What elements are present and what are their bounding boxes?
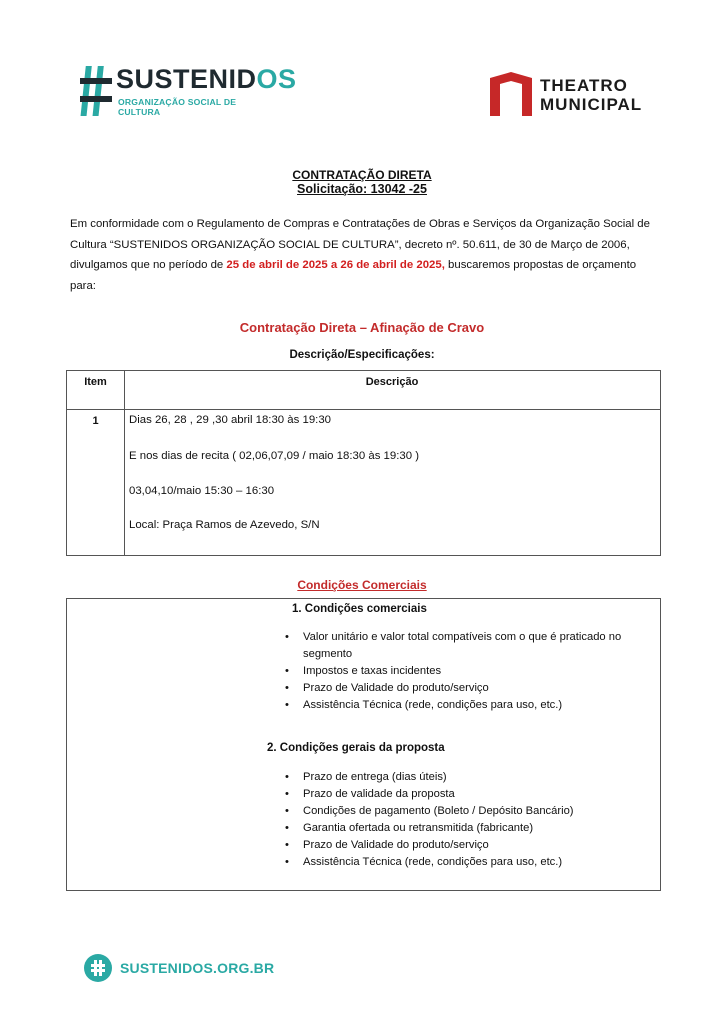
theatro-municipal-text: THEATRO MUNICIPAL bbox=[540, 76, 643, 114]
list-item: • Condições de pagamento (Boleto / Depósito Bancário) bbox=[285, 803, 655, 820]
list-item: • Prazo de entrega (dias úteis) bbox=[285, 769, 655, 786]
group1-list bbox=[285, 629, 655, 714]
description-line: E nos dias de recita ( 02,06,07,09 / maio 18:30 às 19:30 ) bbox=[129, 450, 420, 462]
list-item: • Assistência Técnica (rede, condições para uso, etc.) bbox=[285, 697, 655, 714]
column-header-description: Descrição bbox=[365, 376, 419, 388]
theatro-arch-icon bbox=[490, 72, 532, 116]
conditions-section-title: Condições Comerciais bbox=[297, 578, 427, 592]
hash-logo-icon bbox=[80, 64, 112, 118]
sustenidos-subtitle: ORGANIZAÇÃO SOCIAL DE CULTURA bbox=[118, 97, 237, 117]
list-item: • Impostos e taxas incidentes bbox=[285, 663, 655, 680]
document-title: CONTRATAÇÃO DIRETA bbox=[292, 168, 432, 182]
list-item: • Prazo de validade da proposta bbox=[285, 786, 655, 803]
hash-circle-icon bbox=[84, 954, 112, 982]
group2-title: 2. Condições gerais da proposta bbox=[267, 742, 445, 754]
list-item: • Prazo de Validade do produto/serviço bbox=[285, 837, 655, 854]
description-line: Dias 26, 28 , 29 ,30 abril 18:30 às 19:30 bbox=[129, 414, 332, 426]
spec-title: Descrição/Especificações: bbox=[289, 349, 435, 361]
service-title: Contratação Direta – Afinação de Cravo bbox=[239, 320, 485, 335]
description-line: Local: Praça Ramos de Azevedo, S/N bbox=[129, 519, 320, 531]
list-item: • Prazo de Validade do produto/serviço bbox=[285, 680, 655, 697]
column-header-item: Item bbox=[84, 376, 107, 388]
items-table bbox=[66, 370, 661, 556]
table-cell-item: 1 bbox=[92, 415, 99, 427]
intro-paragraph: Em conformidade com o Regulamento de Compras e Contratações de Obras e Serviços da Organização Social de Cultura “SUSTENIDOS ORGANIZAÇÃO SOCIAL DE CULTURA”, decreto nº. 50.611, de 30 de Março de 2006, divulgamos que no período de 25 de abril de 2025 a 26 de abril de 2025, buscaremos propostas de orçamento para: bbox=[70, 218, 650, 292]
period-highlight: 25 de abril de 2025 a 26 de abril de 2025, bbox=[226, 259, 445, 271]
description-line: 03,04,10/maio 15:30 – 16:30 bbox=[129, 485, 275, 497]
list-item: • Garantia ofertada ou retransmitida (fabricante) bbox=[285, 820, 655, 837]
conditions-box bbox=[66, 598, 661, 891]
sustenidos-wordmark: SUSTENIDOS bbox=[116, 64, 297, 94]
list-item: • Assistência Técnica (rede, condições para uso, etc.) bbox=[285, 854, 655, 871]
group2-list bbox=[285, 769, 655, 871]
request-number: Solicitação: 13042 -25 bbox=[297, 182, 427, 196]
sustenidos-logo bbox=[80, 64, 297, 120]
website-text[interactable]: SUSTENIDOS.ORG.BR bbox=[120, 960, 275, 976]
theatro-municipal-logo bbox=[490, 72, 660, 120]
group1-title: 1. Condições comerciais bbox=[292, 603, 427, 615]
list-item: • Valor unitário e valor total compatíveis com o que é praticado no segmento bbox=[285, 629, 655, 663]
footer-website-link[interactable] bbox=[84, 954, 284, 982]
